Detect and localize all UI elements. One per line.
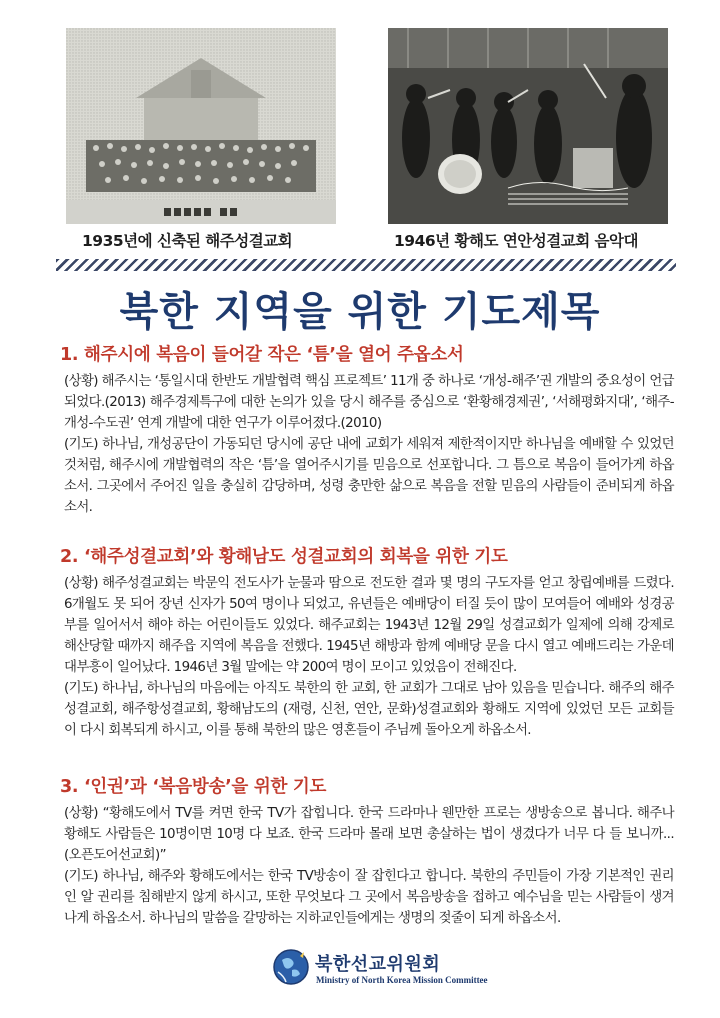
section-2-body xyxy=(64,573,674,741)
section-2-situation: (상황) 해주성결교회는 박문익 전도사가 눈물과 땀으로 전도한 결과 몇 명의 구도자를 얻고 창립예배를 드렸다. 6개월도 못 되어 장년 신자가 50여 명이나 되었고, 유년들은 예배당이 터질 듯이 많이 모여들어 예배와 성경공부를 일어서서 해야 하는 어린이들도 있었다. 해주교회는 1943년 12월 29일 성결교회가 일제에 의해 강제로 해산당할 때까지 해주읍 지역에 복음을 전했다. 1945년 해방과 함께 예배당 문을 다시 열고 예배드리는 가운데 대부흥이 일어났다. 1946년 3월 말에는 약 200여 명이 모이고 있었음이 전해진다. xyxy=(64,576,674,675)
church-1935-photo xyxy=(66,28,336,224)
section-1-prayer: (기도) 하나님, 개성공단이 가동되던 당시에 공단 내에 교회가 세워져 제한적이지만 하나님을 예배할 수 있었던 것처럼, 해주시에 개발협력의 작은 ‘틈’을 열어주시기를 믿음으로 선포합니다. 그 틈으로 복음이 들어가게 하옵소서. 그곳에서 주어진 일을 충실히 감당하며, 성령 충만한 삶으로 복음을 전할 믿음의 사람들이 준비되게 하옵소서. xyxy=(64,437,674,515)
right-photo-caption: 1946년 황해도 연안성결교회 음악대 xyxy=(394,232,638,250)
hatched-divider xyxy=(56,259,676,271)
page-title: 북한 지역을 위한 기도제목 xyxy=(119,289,601,335)
section-1-body xyxy=(64,371,674,518)
section-2-prayer: (기도) 하나님, 하나님의 마음에는 아직도 북한의 한 교회, 한 교회가 그대로 남아 있음을 믿습니다. 해주의 해주성결교회, 해주항성결교회, 황해남도의 (재령, 신천, 연안, 문화)성결교회와 황해도 지역에 있었던 모든 교회들이 다시 회복되게 하시고, 이를 통해 북한의 많은 영혼들이 주님께 돌아오게 하옵소서. xyxy=(64,681,674,738)
org-name: 북한선교위원회 xyxy=(315,954,441,975)
section-3-heading: 3. ‘인권’과 ‘복음방송’을 위한 기도 xyxy=(60,777,327,797)
section-3-body xyxy=(64,803,674,929)
music-band-1946-photo xyxy=(388,28,668,224)
org-name-english: Ministry of North Korea Mission Committee xyxy=(316,975,488,985)
section-3-situation: (상황) “황해도에서 TV를 켜면 한국 TV가 잡힙니다. 한국 드라마나 웬만한 프로는 생방송으로 봅니다. 해주나 황해도 사람들은 10명이면 10명 다 보죠. 한국 드라마 몰래 보면 총살하는 법이 생겼다가 너무 다 들 보니까...(오픈도어선교회)” xyxy=(64,806,674,863)
section-1-situation: (상황) 해주시는 ‘통일시대 한반도 개발협력 핵심 프로젝트’ 11개 중 하나로 ‘개성-해주’권 개발의 중요성이 언급되었다.(2013) 해주경제특구에 대한 논의가 있을 당시 해주를 중심으로 ‘환황해경제권’, ‘서해평화지대’, ‘해주-개성-수도권’ 연계 개발에 대한 연구가 이루어졌다.(2010) xyxy=(64,374,674,431)
section-1-heading: 1. 해주시에 복음이 들어갈 작은 ‘틈’을 열어 주옵소서 xyxy=(60,345,464,365)
section-2-heading: 2. ‘해주성결교회’와 황해남도 성결교회의 회복을 위한 기도 xyxy=(60,547,508,567)
left-photo-caption: 1935년에 신축된 해주성결교회 xyxy=(82,232,293,250)
section-3-prayer: (기도) 하나님, 해주와 황해도에서는 한국 TV방송이 잘 잡힌다고 합니다. 북한의 주민들이 가장 기본적인 권리인 알 권리를 침해받지 않게 하시고, 또한 무엇보다 그 곳에서 복음방송을 접하고 예수님을 믿는 사람들이 생겨나게 하옵소서. 하나님의 말씀을 갈망하는 지하교인들에게는 생명의 젖줄이 되게 하옵소서. xyxy=(64,869,674,926)
globe-logo-icon xyxy=(272,948,310,986)
